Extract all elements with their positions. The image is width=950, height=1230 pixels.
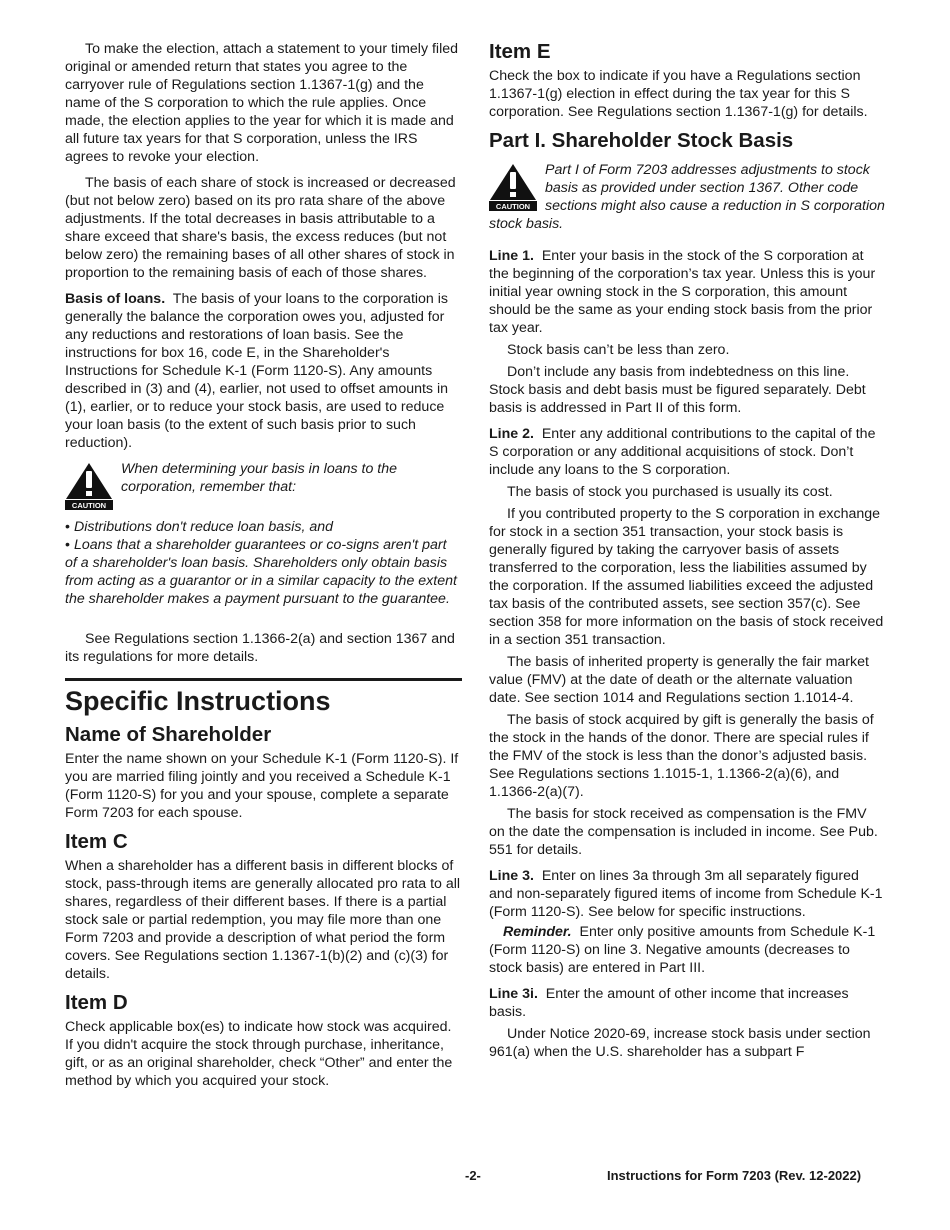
- election-paragraph: To make the election, attach a statement to your timely filed original or amended return that states you agree to the carryover rule of Regulations section 1.1367-1(g) and the name of the S corporation to which the rule applies. Once made, the election applies to the year for which it is made and all future tax years for that S corporation, unless the IRS agrees to revoke your election.: [65, 41, 459, 165]
- item-e-text: Check the box to indicate if you have a Regulations section 1.1367-1(g) election in effect during the tax year for this S corporation. See Regulations section 1.1367-1(g) for details.: [489, 68, 868, 120]
- line-2-text: Enter any additional contributions to the capital of the S corporation or any additional acquisitions of stock. Don’t include any loans to the S corporation.: [489, 426, 876, 478]
- caution-list: [65, 512, 462, 608]
- caution-item: • Loans that a shareholder guarantees or co-signs aren't part of a shareholder's loan basis. Shareholders only obtain basis from acting as a guarantor or in a similar capacity to the extent the shareholder makes a payment pursuant to the guarantee.: [65, 537, 457, 607]
- loan-caution-box: [65, 460, 462, 608]
- caution-item: • Distributions don't reduce loan basis, and: [65, 519, 333, 535]
- item-e-heading: Item E: [489, 40, 551, 63]
- caution-label: CAUTION: [495, 202, 531, 211]
- item-c-text: When a shareholder has a different basis in different blocks of stock, pass-through items are generally allocated pro rata to all shares, regardless of their different bases. If there is a partial stock sale or partial redemption, you may file more than one Form 7203 and provide a description of what period the form covers. See Regulations section 1.1367-1(b)(2) and (c)(3) for details.: [65, 858, 461, 982]
- reminder-heading: Reminder.: [503, 924, 572, 940]
- right-column: [489, 40, 885, 1065]
- line-2-gift-note: The basis of stock acquired by gift is generally the basis of the stock in the hands of the donor. There are special rules if the FMV of the stock is less than the donor’s adjusted basis. See Regulations sections 1.1015-1, 1.1366-2(a)(6), and 1.1366-2(a)(7).: [489, 712, 874, 800]
- line-1-text: Enter your basis in the stock of the S corporation at the beginning of the corporation’s tax year. Unless this is your initial year owning stock in the S corporation, this amount should be the same as your ending stock basis from the prior tax year.: [489, 248, 876, 336]
- line-1-debt-note: Don’t include any basis from indebtedness on this line. Stock basis and debt basis must be figured separately. Debt basis is addressed in Part II of this form.: [489, 364, 866, 416]
- line-3i-heading: Line 3i.: [489, 986, 538, 1002]
- item-d-heading: Item D: [65, 991, 128, 1014]
- line-2-inherited-note: The basis of inherited property is generally the fair market value (FMV) at the date of death or the alternate valuation date. See section 1014 and Regulations section 1.1014-4.: [489, 654, 869, 706]
- page-number: -2-: [465, 1168, 481, 1183]
- basis-of-loans-heading: Basis of loans.: [65, 291, 166, 307]
- line-1-heading: Line 1.: [489, 248, 534, 264]
- item-d-text: Check applicable box(es) to indicate how stock was acquired. If you didn't acquire the stock through purchase, inheritance, gift, or as an original shareholder, check “Other” and enter the method by which you acquired your stock.: [65, 1019, 453, 1089]
- caution-icon: [489, 163, 537, 211]
- basis-of-loans-text: The basis of your loans to the corporation is generally the balance the corporation owes you, adjusted for any reductions and restorations of loan basis. See the instructions for box 16, code E, in the Shareholder's Instructions for Schedule K-1 (Form 1120-S). Any amounts described in (3) and (4), earlier, not used to offset amounts in (1), earlier, or to reduce your stock basis, are used to reduce your loan basis (to the extent of such basis prior to such reduction).: [65, 291, 449, 451]
- line-2-contribution-note: If you contributed property to the S corporation in exchange for stock in a section 351 transaction, your stock basis is generally figured by taking the carryover basis of assets transferred to the corporation, less the liabilities assumed by the corporation. If the assumed liabilities exceed the adjusted tax basis of the contributed assets, see section 357(c). See section 358 for more information on the basis of stock received in a section 351 transaction.: [489, 506, 884, 648]
- line-2-compensation-note: The basis for stock received as compensation is the FMV on the date the compensation is included in income. See Pub. 551 for details.: [489, 806, 878, 858]
- line-2-heading: Line 2.: [489, 426, 534, 442]
- item-c-heading: Item C: [65, 830, 128, 853]
- line-3-heading: Line 3.: [489, 868, 534, 884]
- line-1-paragraph: [489, 247, 885, 337]
- line-3-text: Enter on lines 3a through 3m all separately figured and non-separately figured items of income from Schedule K-1 (Form 1120-S). See below for specific instructions.: [489, 868, 883, 920]
- part-1-caution-text: Part I of Form 7203 addresses adjustments to stock basis as provided under section 1367. Other code sections might also cause a reduction in S corporation stock basis.: [489, 162, 885, 232]
- part-1-heading: Part I. Shareholder Stock Basis: [489, 129, 794, 152]
- line-1-note: Stock basis can’t be less than zero.: [507, 342, 730, 358]
- line-3-paragraph: [489, 867, 885, 921]
- name-of-shareholder-text: Enter the name shown on your Schedule K-1 (Form 1120-S). If you are married filing jointly and you received a Schedule K-1 (Form 1120-S) for you and your spouse, complete a separate Form 7203 for each spouse.: [65, 751, 459, 821]
- reminder-text: Enter only positive amounts from Schedule K-1 (Form 1120-S) on line 3. Negative amounts (decreases to stock basis) are entered in Part III.: [489, 924, 876, 976]
- part-1-caution-box: [489, 161, 885, 233]
- notice-paragraph: Under Notice 2020-69, increase stock basis under section 961(a) when the U.S. shareholder has a subpart F: [489, 1026, 871, 1060]
- caution-intro: When determining your basis in loans to the corporation, remember that:: [121, 461, 398, 495]
- line-3i-text: Enter the amount of other income that increases basis.: [489, 986, 849, 1020]
- line-2-paragraph: [489, 425, 885, 479]
- form-title-footer: Instructions for Form 7203 (Rev. 12-2022): [607, 1168, 862, 1183]
- reminder-paragraph: [489, 923, 885, 977]
- name-of-shareholder-heading: Name of Shareholder: [65, 723, 272, 746]
- basis-of-loans-paragraph: [65, 290, 462, 452]
- share-basis-paragraph: The basis of each share of stock is increased or decreased (but not below zero) based on its pro rata share of the above adjustments. If the total decreases in basis attributable to a share exceed that share's basis, the excess reduces (but not below zero) the remaining bases of all other shares of stock in proportion to the remaining basis of each of those shares.: [65, 175, 456, 281]
- left-column: [65, 40, 462, 1098]
- line-3i-paragraph: [489, 985, 885, 1021]
- see-regulations-paragraph: See Regulations section 1.1366-2(a) and section 1367 and its regulations for more details.: [65, 631, 455, 665]
- section-divider: [65, 678, 462, 681]
- caution-icon: [65, 462, 113, 510]
- caution-label: CAUTION: [71, 501, 107, 510]
- specific-instructions-heading: Specific Instructions: [65, 686, 331, 716]
- line-2-purchase-note: The basis of stock you purchased is usually its cost.: [507, 484, 833, 500]
